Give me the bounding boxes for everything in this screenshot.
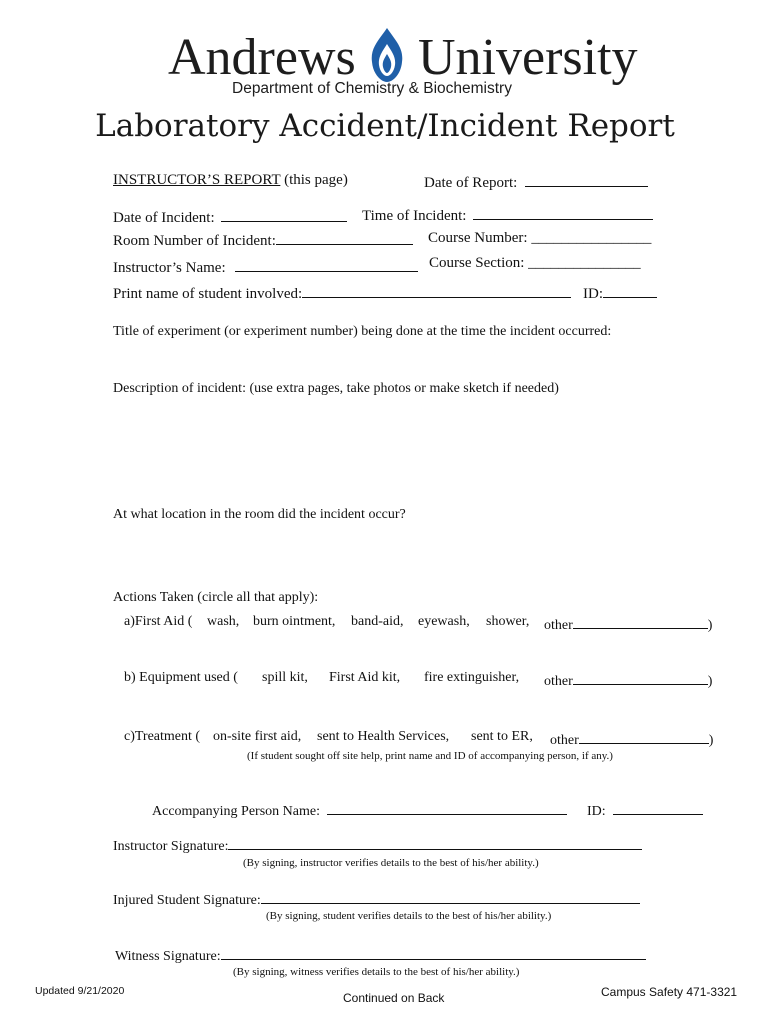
room-number-label: Room Number of Incident: [113,233,276,249]
course-number-field [428,230,651,247]
section-note: (this page) [284,172,348,188]
time-of-incident-input[interactable] [473,205,653,220]
first-aid-label: a)First Aid ( [124,614,193,629]
actions-heading: Actions Taken (circle all that apply): [113,590,319,605]
accompanying-id-label: ID: [587,804,606,819]
date-of-incident-field [113,207,347,227]
witness-signature-field [115,945,646,965]
first-aid-option-wash[interactable]: wash, [207,614,240,629]
course-number-label: Course Number: [428,230,528,246]
description-answer-area[interactable] [113,402,658,498]
instructor-signature-label: Instructor Signature: [113,839,229,854]
treatment-option-health-services[interactable]: sent to Health Services, [317,729,450,744]
experiment-title-answer-area[interactable] [113,344,658,374]
instructor-signature-field [113,835,642,855]
student-name-input[interactable] [302,283,571,298]
equipment-option-spill-kit[interactable]: spill kit, [262,670,308,685]
treatment-option-on-site[interactable]: on-site first aid, [213,729,302,744]
course-section-field [429,255,641,272]
campus-safety-phone: Campus Safety 471-3321 [601,985,738,999]
treatment-close: ) [708,733,714,748]
date-of-incident-label: Date of Incident: [113,210,215,226]
time-of-incident-label: Time of Incident: [362,208,467,224]
date-of-incident-input[interactable] [221,207,347,222]
section-header [113,172,348,189]
student-signature-field [113,889,640,909]
accompanying-person-label: Accompanying Person Name: [152,804,320,819]
student-name-field [113,283,571,303]
accompanying-person-input[interactable] [327,800,567,815]
equipment-option-other-row [544,670,712,690]
room-number-input[interactable] [276,230,413,245]
first-aid-option-burn-ointment[interactable]: burn ointment, [253,614,336,629]
witness-signature-label: Witness Signature: [115,949,221,964]
logo-word-university: University [418,29,638,86]
first-aid-other-input[interactable] [573,614,708,629]
page-title: Laboratory Accident/Incident Report [95,108,675,144]
first-aid-option-eyewash[interactable]: eyewash, [418,614,470,629]
student-id-input[interactable] [603,283,657,298]
student-signature-label: Injured Student Signature: [113,893,261,908]
equipment-other-input[interactable] [573,670,708,685]
course-section-label: Course Section: [429,255,525,271]
instructor-name-field [113,257,418,277]
student-id-label: ID: [583,286,603,302]
witness-signature-input[interactable] [221,945,646,960]
room-number-field [113,230,413,250]
student-signature-note: (By signing, student verifies details to the best of his/her ability.) [266,910,552,922]
flame-icon [368,26,406,84]
treatment-option-other[interactable]: other [550,733,579,748]
treatment-label: c)Treatment ( [124,729,201,744]
date-of-report-input[interactable] [525,172,648,187]
treatment-note: (If student sought off site help, print name and ID of accompanying person, if any.) [247,750,613,762]
accompanying-person-field [152,800,567,820]
student-id-field [583,283,657,303]
date-of-report-field [424,172,648,192]
instructor-signature-note: (By signing, instructor verifies details to the best of his/her ability.) [243,857,539,869]
location-question: At what location in the room did the incident occur? [113,507,406,522]
witness-signature-note: (By signing, witness verifies details to the best of his/her ability.) [233,966,520,978]
instructor-name-input[interactable] [235,257,418,272]
first-aid-close: ) [707,618,713,633]
first-aid-option-other[interactable]: other [544,618,573,633]
description-question: Description of incident: (use extra pages, take photos or make sketch if needed) [113,381,559,396]
experiment-title-question: Title of experiment (or experiment number) being done at the time the incident occurred: [113,324,612,339]
equipment-close: ) [707,674,713,689]
logo-word-andrews: Andrews [168,29,356,86]
treatment-other-input[interactable] [579,729,709,744]
accompanying-id-input[interactable] [613,800,703,815]
equipment-label: b) Equipment used ( [124,670,238,685]
treatment-option-other-row [550,729,713,749]
course-number-input[interactable]: ________________ [531,230,652,246]
date-of-report-label: Date of Report: [424,175,518,191]
first-aid-option-band-aid[interactable]: band-aid, [351,614,404,629]
department-name: Department of Chemistry & Biochemistry [232,80,512,97]
location-answer-area[interactable] [113,528,658,583]
treatment-option-er[interactable]: sent to ER, [471,729,533,744]
student-signature-input[interactable] [261,889,640,904]
student-name-label: Print name of student involved: [113,286,303,302]
equipment-option-first-aid-kit[interactable]: First Aid kit, [329,670,401,685]
course-section-input[interactable]: _______________ [528,255,641,271]
accompanying-id-field [587,800,703,820]
instructor-name-label: Instructor’s Name: [113,260,226,276]
time-of-incident-field [362,205,653,225]
instructor-signature-input[interactable] [228,835,642,850]
continued-on-back: Continued on Back [343,991,445,1005]
first-aid-option-shower[interactable]: shower, [486,614,530,629]
section-label: INSTRUCTOR’S REPORT [113,172,281,188]
equipment-option-other[interactable]: other [544,674,573,689]
first-aid-option-other-row [544,614,712,634]
updated-date: Updated 9/21/2020 [35,985,125,997]
equipment-option-fire-extinguisher[interactable]: fire extinguisher, [424,670,520,685]
